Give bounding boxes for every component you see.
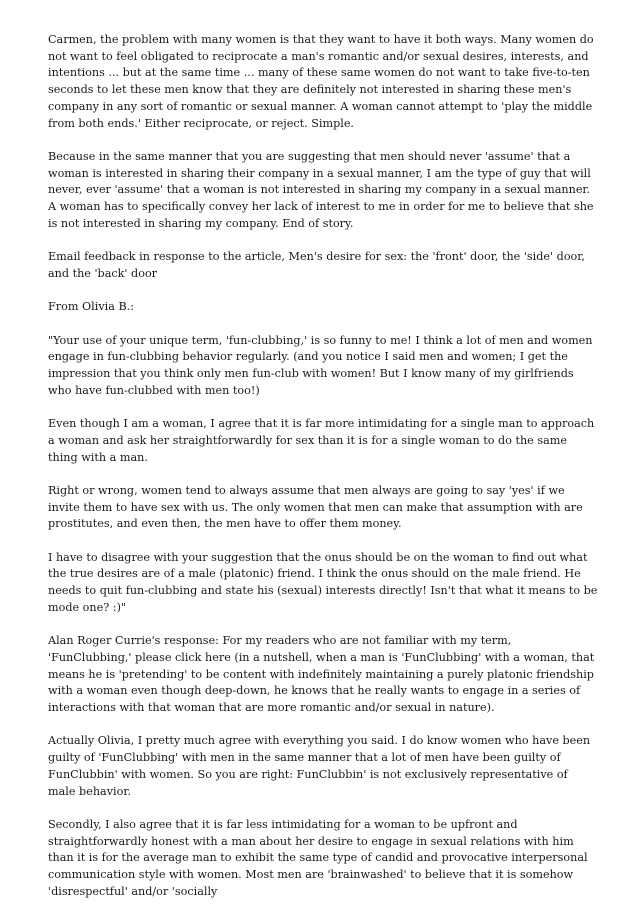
paragraph-6: Even though I am a woman, I agree that it is far more intimidating for a single man to approach a woman and ask her straightforwardly for sex than it is for a single woman to do the same thing with a man. (48, 417, 595, 464)
paragraph-7: Right or wrong, women tend to always assume that men always are going to say 'yes' if we invite them to have sex with us. The only women that men can make that assumption with are prostitutes, and even then, the men have to offer them money. (48, 483, 583, 531)
paragraph-8: I have to disagree with your suggestion that the onus should be on the woman to find out what the true desires are of a male (platonic) friend. I think the onus should on the male friend. He needs to quit fun-clubbing and state his (sexual) interests directly! Isn't that what it means to be mode one? :)" (48, 550, 598, 614)
paragraph-5: "Your use of your unique term, 'fun-clubbing,' is so funny to me! I think a lot of men and women engage in fun-clubbing behavior regularly. (and you notice I said men and women; I get the impression that you think only men fun-club with women! But I know many of my girlfriends who have fun-clubbed with men too!) (48, 333, 593, 397)
paragraph-10: Actually Olivia, I pretty much agree with everything you said. I do know women who have been guilty of 'FunClubbing' with men in the same manner that a lot of men have been guilty of FunClubbin' with women. So you are right: FunClubbin' is not exclusively representative of male behavior. (48, 734, 591, 798)
paragraph-11: Secondly, I also agree that it is far less intimidating for a woman to be upfront and straightforwardly honest with a man about her desire to engage in sexual relations with him than it is for the average man to exhibit the same type of candid and provocative interpersonal communication style with women. Most men are 'brainwashed' to believe that it is somehow 'disrespectful' and/or 'socially (48, 817, 588, 898)
paragraph-2: Because in the same manner that you are suggesting that men should never 'assume' that a woman is interested in sharing their company in a sexual manner, I am the type of guy that will never, ever 'assume' that a woman is not interested in sharing my company in a sexual manner. A woman has to specifically convey her lack of interest to me in order for me to believe that she is not interested in sharing my company. End of story. (48, 149, 594, 230)
paragraph-4: From Olivia B.: (48, 300, 135, 314)
paragraph-3: Email feedback in response to the article, Men's desire for sex: the 'front' door, the 'side' door, and the 'back' door (48, 250, 585, 280)
paragraph-9: Alan Roger Currie's response: For my readers who are not familiar with my term, 'FunClubbing,' please click here (in a nutshell, when a man is 'FunClubbing' with a woman, that means he is 'pretending' to be content with indefinitely maintaining a purely platonic friendship with a woman even though deep-down, he knows that he really wants to engage in a series of interactions with that woman that are more romantic and/or sexual in nature). (48, 634, 595, 714)
paragraph-1: Carmen, the problem with many women is that they want to have it both ways. Many women do not want to feel obligated to reciprocate a man's romantic and/or sexual desires, interests, and intentions ... but at the same time ... many of these same women do not want to take five-to-ten seconds to let these men know that they are definitely not interested in sharing these men's company in any sort of romantic or sexual manner. A woman cannot attempt to 'play the middle from both ends.' Either reciprocate, or reject. Simple. (48, 33, 594, 130)
document-page (48, 32, 598, 917)
